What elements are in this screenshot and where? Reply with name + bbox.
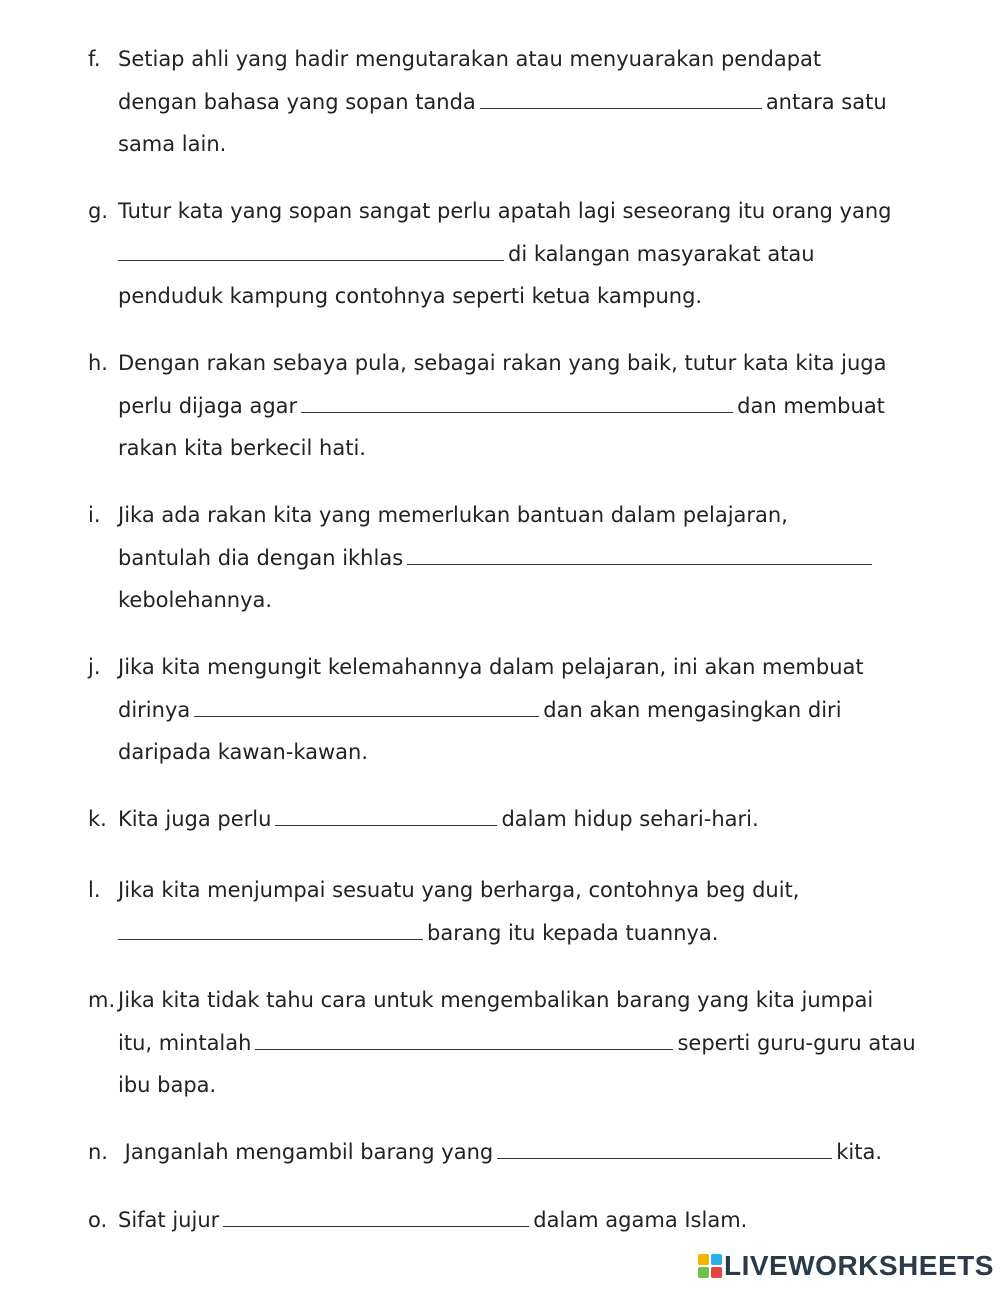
question-text: kebolehannya.: [118, 588, 273, 612]
question-text: Setiap ahli yang hadir mengutarakan atau menyuarakan pendapat: [118, 47, 822, 71]
question-text: Dengan rakan sebaya pula, sebagai rakan yang baik, tutur kata kita juga: [118, 351, 887, 375]
question-label: h.: [88, 351, 108, 375]
question-text: penduduk kampung contohnya seperti ketua kampung.: [118, 284, 703, 308]
answer-blank-f[interactable]: [480, 84, 762, 109]
question-text: Jika kita tidak tahu cara untuk mengembalikan barang yang kita jumpai: [118, 988, 874, 1012]
question-text: kita.: [836, 1140, 882, 1164]
question-text: barang itu kepada tuannya.: [427, 920, 719, 945]
question-l: [88, 869, 968, 954]
question-g: [88, 190, 968, 318]
question-label: f.: [88, 47, 101, 71]
answer-blank-j[interactable]: [194, 692, 539, 717]
answer-blank-n[interactable]: [497, 1134, 832, 1159]
question-text: daripada kawan-kawan.: [118, 740, 369, 764]
answer-blank-h[interactable]: [301, 388, 733, 413]
question-h: [88, 342, 968, 470]
answer-blank-o[interactable]: [223, 1202, 529, 1227]
question-text: rakan kita berkecil hati.: [118, 436, 366, 460]
question-text: itu, mintalah: [118, 1030, 252, 1055]
question-m: [88, 979, 968, 1107]
question-label: o.: [88, 1208, 108, 1232]
question-text: Sifat jujur: [118, 1208, 220, 1232]
question-f: [88, 38, 968, 166]
liveworksheets-logo-icon: [698, 1254, 722, 1278]
question-text: bantulah dia dengan ikhlas: [118, 545, 404, 570]
question-text: dan membuat: [737, 393, 885, 418]
question-text: Jika kita menjumpai sesuatu yang berharga, contohnya beg duit,: [118, 878, 800, 902]
question-text: dalam agama Islam.: [533, 1208, 748, 1232]
question-text: Janganlah mengambil barang yang: [118, 1140, 494, 1164]
answer-blank-k[interactable]: [275, 801, 497, 826]
question-n: [88, 1131, 968, 1174]
answer-blank-m[interactable]: [255, 1025, 673, 1050]
question-text: Jika ada rakan kita yang memerlukan bantuan dalam pelajaran,: [118, 503, 788, 527]
question-text: dalam hidup sehari-hari.: [501, 807, 759, 831]
question-text: Kita juga perlu: [118, 807, 272, 831]
question-label: j.: [88, 655, 101, 679]
question-text: Tutur kata yang sopan sangat perlu apatah lagi seseorang itu orang yang: [118, 199, 892, 223]
question-text: sama lain.: [118, 132, 227, 156]
question-text: ibu bapa.: [118, 1073, 217, 1097]
question-text: Jika kita mengungit kelemahannya dalam pelajaran, ini akan membuat: [118, 655, 864, 679]
question-i: [88, 494, 968, 622]
question-k: [88, 798, 968, 841]
question-label: n.: [88, 1140, 108, 1164]
brand-name: LIVEWORKSHEETS: [724, 1250, 994, 1281]
answer-blank-g[interactable]: [118, 236, 504, 261]
question-o: [88, 1199, 968, 1242]
question-text: dengan bahasa yang sopan tanda: [118, 89, 476, 114]
question-label: i.: [88, 503, 101, 527]
question-label: g.: [88, 199, 109, 223]
question-text: di kalangan masyarakat atau: [508, 241, 815, 266]
question-text: seperti guru-guru atau: [677, 1030, 916, 1055]
question-text: antara satu: [765, 89, 887, 114]
question-label: k.: [88, 807, 107, 831]
answer-blank-i[interactable]: [407, 540, 872, 565]
question-label: m.: [88, 988, 116, 1012]
question-j: [88, 646, 968, 774]
question-label: l.: [88, 878, 101, 902]
question-text: dirinya: [118, 697, 191, 722]
answer-blank-l[interactable]: [118, 915, 423, 940]
question-text: dan akan mengasingkan diri: [543, 697, 842, 722]
question-text: perlu dijaga agar: [118, 393, 298, 418]
liveworksheets-logo[interactable]: [698, 1250, 994, 1282]
